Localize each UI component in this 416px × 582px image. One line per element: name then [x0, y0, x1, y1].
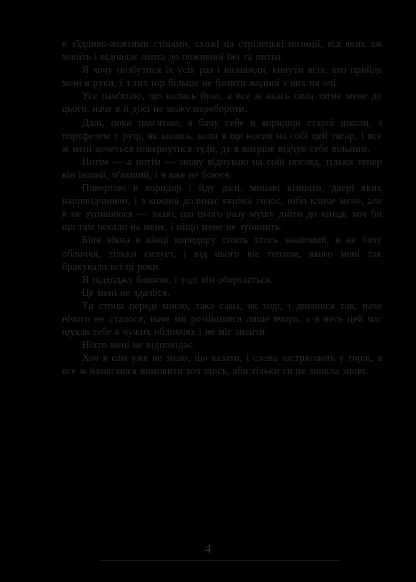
paragraph: Усе пам'ятаю, що колись було, а все ж якась сила тягне мене до цього, наче я й досі не можу перебороти.: [62, 91, 382, 116]
paragraph: Я підходжу ближче, і тоді він обертається.: [82, 274, 274, 286]
paragraph: в з'їдливо-жовтими стінами, схожі на стрілецькі позиції, від яких аж млоїть і відпадає охота до поживної їжі та питва.: [62, 39, 382, 64]
paragraph: Ти стоїш переді мною, така сама, як тоді, і дивишся так, наче нічого не сталося, наче ми розійшлися лише вчора, а я весь цей час шукав тебе в чужих обличчях і не міг знайти.: [62, 300, 382, 339]
paragraph: Це мені не здалося.: [82, 287, 170, 299]
footer-divider: [100, 560, 340, 561]
page-number: 4: [204, 541, 212, 556]
paragraph: Хоч я сам уже не знаю, що казати, і слова застрягають у горлі, я все ж намагаюся вимовити хоч щось, аби тільки ти не зникла знову.: [62, 353, 382, 378]
paragraph: Я хочу позбутися їх усіх раз і назавжди, кинути всіх, хто прийде мені в руки, і з тих пір більше не бачити жодної з них на очі.: [62, 65, 382, 90]
paragraph: Біля вікна в кінці коридору стоїть хтось знайомий, я не бачу обличчя, тільки силует, і від нього віє теплом, якого мені так бракувало всі ці роки.: [62, 235, 382, 273]
body-text: [62, 38, 382, 378]
paragraph: Повертаю в коридор і йду далі, минаю кімнати, двері яких напіввідчинені, і з кожної долинає якийсь голос, ніби кличе мене, але я не зупиняюся — знаю, що цього разу мушу дійти до кінця, хоч би що там чекало на мене, і ніщо мене не зупинить.: [62, 183, 382, 234]
paragraph: Ніхто мені не відповідає.: [82, 340, 195, 352]
paragraph: Далі, поки пам'ятаю, я бачу себе в коридорі старої школи, з портфелем у руці, як колись, коли я ще носив на собі цей тягар, і все ж мені хочеться повернутися туди, де я вперше відчув себе вільним.: [62, 117, 382, 155]
paragraph: Потім — а потім — знову відчуваю на собі погляд, тільки тепер він інший, м'якший, і я вже не боюся.: [62, 156, 382, 181]
